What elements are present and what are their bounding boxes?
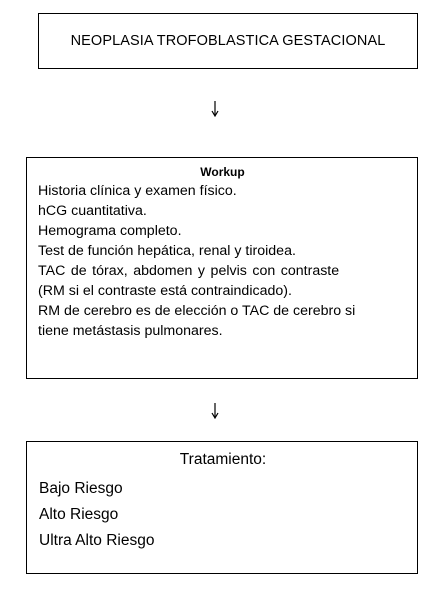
workup-box bbox=[26, 157, 418, 379]
workup-line: tiene metástasis pulmonares. bbox=[38, 323, 223, 339]
workup-line: Test de función hepática, renal y tiroidea. bbox=[38, 243, 296, 259]
workup-line: TAC de tórax, abdomen y pelvis con contraste bbox=[38, 263, 340, 279]
workup-line: (RM si el contraste está contraindicado). bbox=[38, 283, 292, 299]
workup-heading: Workup bbox=[200, 165, 245, 179]
workup-line: hCG cuantitativa. bbox=[38, 203, 147, 219]
title-text: NEOPLASIA TROFOBLASTICA GESTACIONAL bbox=[70, 33, 386, 49]
arrow-down-icon bbox=[210, 403, 220, 419]
workup-line: Hemograma completo. bbox=[38, 223, 182, 239]
tratamiento-item: Bajo Riesgo bbox=[39, 480, 123, 497]
arrow-down-icon bbox=[210, 101, 220, 117]
tratamiento-box bbox=[26, 441, 418, 574]
tratamiento-item: Ultra Alto Riesgo bbox=[39, 532, 155, 549]
tratamiento-item: Alto Riesgo bbox=[39, 506, 119, 523]
tratamiento-heading: Tratamiento: bbox=[179, 451, 267, 468]
workup-line: Historia clínica y examen físico. bbox=[38, 183, 237, 199]
title-box bbox=[38, 13, 418, 69]
workup-line: RM de cerebro es de elección o TAC de cerebro si bbox=[38, 303, 356, 319]
